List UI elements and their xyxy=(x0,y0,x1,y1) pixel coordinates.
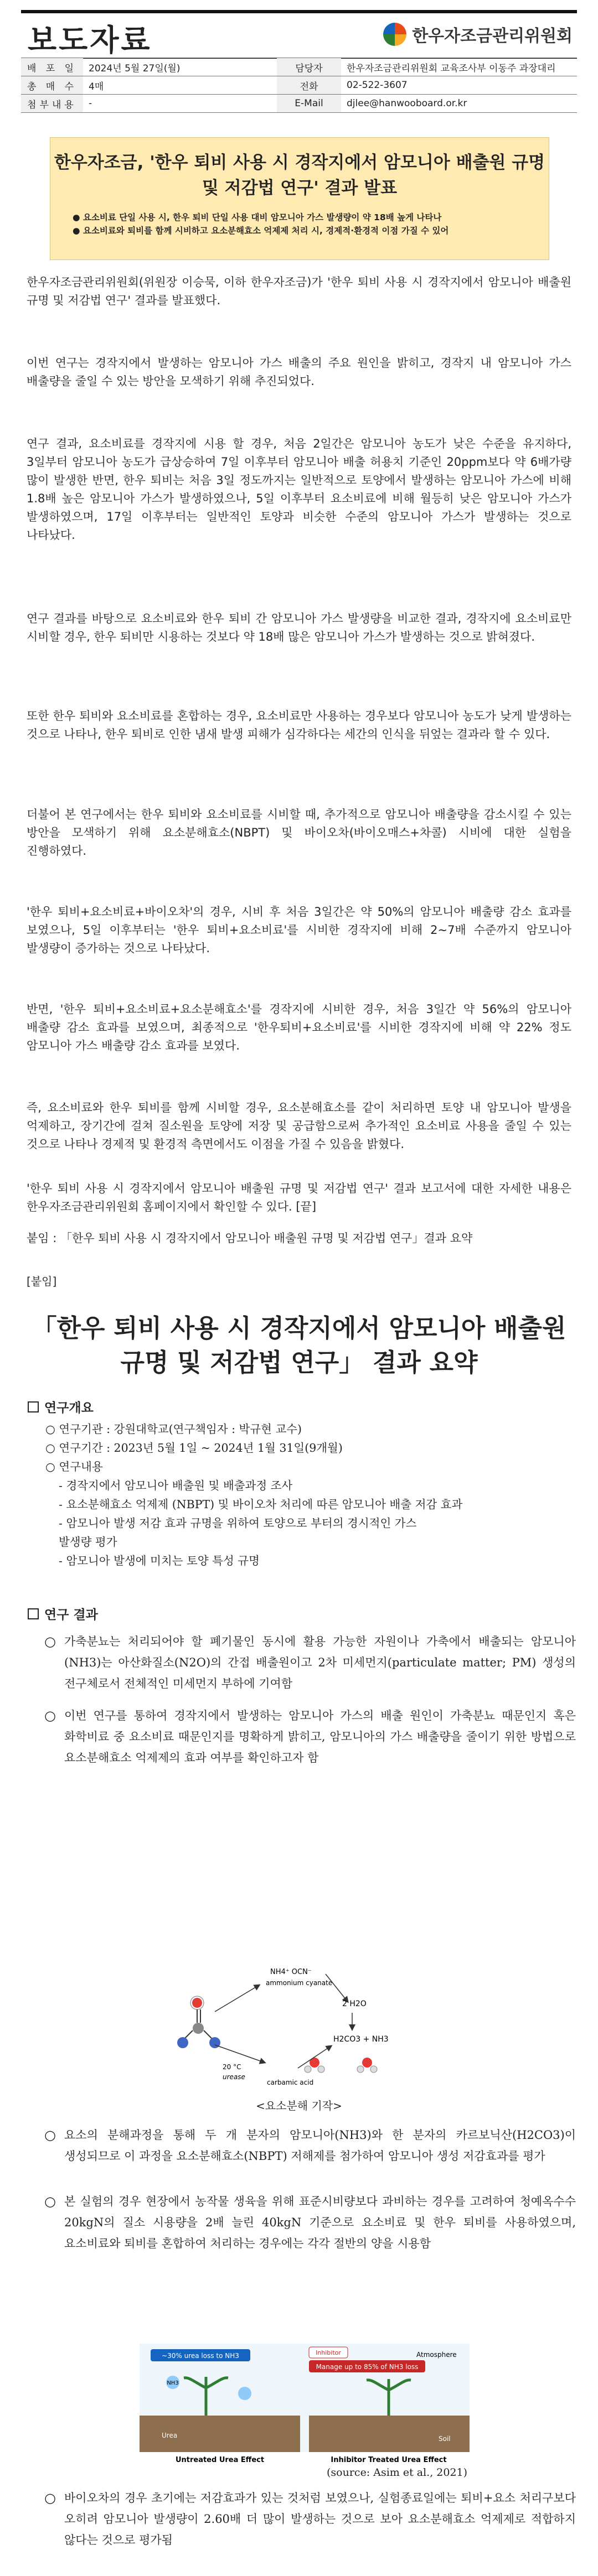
document-type-title: 보도자료 xyxy=(28,23,152,58)
ammonium-ion-label: NH4⁺ OCN⁻ xyxy=(270,1968,312,1976)
attachment-note: 붙임 : 「한우 퇴비 사용 시 경작지에서 암모니아 배출원 규명 및 저감법 연구」결과 요약 xyxy=(27,1232,473,1245)
attachment-title-line: 규명 및 저감법 연구」 결과 요약 xyxy=(120,1348,478,1377)
untreated-caption: Untreated Urea Effect xyxy=(175,2456,265,2464)
result-item xyxy=(44,2487,576,2551)
checkbox-square-icon xyxy=(28,1401,39,1412)
circle-bullet-icon: ○ xyxy=(44,2127,56,2143)
result-item xyxy=(44,1631,576,1694)
result-text: 본 실험의 경우 현장에서 농작물 생육을 위해 표준시비량보다 과비하는 경우를 고려하여 청예옥수수 20kgN의 질소 시용량을 2배 늘린 40kgN 기준으로 요소비료 및 한우 퇴비를 사용하였으며, 요소비료와 퇴비를 혼합하여 처리하는 경우에는 각각 절반의 양을 시용함 xyxy=(64,2195,576,2250)
water-molecule xyxy=(305,2058,324,2073)
info-row xyxy=(21,76,577,95)
carbonate-ammonia-label: H2CO3 + NH3 xyxy=(333,2035,389,2044)
overview-item: ○ 연구기간 : 2023년 5월 1일 ~ 2024년 1월 31일(9개월) xyxy=(45,1441,343,1455)
condition-label: 20 °C xyxy=(223,2063,241,2071)
body-paragraph: 이번 연구는 경작지에서 발생하는 암모니아 가스 배출의 주요 원인을 밝히고, 경작지 내 암모니아 가스 배출량을 줄일 수 있는 방안을 모색하기 위해 추진되었다. xyxy=(27,356,571,388)
ammonium-cyanate-label: ammonium cyanate xyxy=(266,1979,333,1987)
result-text: 가축분뇨는 처리되어야 할 폐기물인 동시에 활용 가능한 자원이나 가축에서 배출되는 암모니아(NH3)는 아산화질소(N2O)의 간접 배출원이고 2차 미세먼지(particulate matter; PM) 생성의 전구체로서 전체적인 미세먼지 부하에 기여함 xyxy=(64,1635,576,1690)
info-key: 전화 xyxy=(277,76,341,95)
info-key: E-Mail xyxy=(277,95,341,113)
section-heading-text: 연구 결과 xyxy=(44,1607,98,1622)
body-paragraph: 즉, 요소비료와 한우 퇴비를 함께 시비할 경우, 요소분해효소를 같이 처리하면 토양 내 암모니아 발생을 억제하고, 장기간에 걸쳐 질소원을 토양에 저장 및 공급함으로써 추가적인 요소비료 사용을 줄일 수 있는 것으로 나타나 경제적 및 환경적 측면에서도 이점을 가질 수 있음을 밝혔다. xyxy=(27,1101,571,1151)
attachment-title xyxy=(22,1311,576,1380)
urease-label: urease xyxy=(223,2073,245,2081)
body-paragraph: 반면, '한우 퇴비+요소비료+요소분해효소'를 경작지에 시비한 경우, 처음 3일간 약 56%의 암모니아 배출량 감소 효과를 보였으며, 최종적으로 '한우퇴비+요소비료'를 시비한 경작지에 비해 약 22% 정도 암모니아 가스 배출량 감소 효과를 보였다. xyxy=(27,1003,571,1052)
carbamic-acid-label: carbamic acid xyxy=(267,2079,314,2086)
info-value: 4매 xyxy=(83,76,277,95)
info-key: 첨부내용 xyxy=(21,95,83,113)
info-key: 담당자 xyxy=(277,58,341,76)
organization-name: 한우자조금관리위원회 xyxy=(412,27,573,46)
section-heading-overview xyxy=(28,1398,94,1416)
headline-box xyxy=(50,137,549,260)
body-paragraph: '한우 퇴비 사용 시 경작지에서 암모니아 배출원 규명 및 저감법 연구' 결과 보고서에 대한 자세한 내용은 한우자조금관리위원회 홈페이지에서 확인할 수 있다. [끝] xyxy=(27,1182,571,1213)
overview-item: ○ 연구기관 : 강원대학교(연구책임자 : 박규현 교수) xyxy=(45,1422,302,1436)
treated-caption: Inhibitor Treated Urea Effect xyxy=(331,2456,447,2464)
info-value: - xyxy=(83,95,277,113)
info-row xyxy=(21,58,577,76)
circle-bullet-icon: ○ xyxy=(44,2194,56,2209)
circle-bullet-icon: ○ xyxy=(44,2490,56,2506)
headline-subpoint: ● 요소비료와 퇴비를 함께 시비하고 요소분해효소 억제제 처리 시, 경제적·환경적 이점 가질 수 있어 xyxy=(73,226,449,236)
atmosphere-label: Atmosphere xyxy=(416,2351,457,2359)
checkbox-square-icon xyxy=(28,1608,39,1619)
figure-source: (source: Asim et al., 2021) xyxy=(327,2466,468,2479)
body-paragraph: 더불어 본 연구에서는 한우 퇴비와 요소비료를 시비할 때, 추가적으로 암모니아 배출량을 감소시킬 수 있는 방안을 모색하기 위해 요소분해효소(NBPT) 및 바이오차(바이오매스+차콜) 시비에 대한 실험을 진행하였다. xyxy=(27,808,571,858)
nh3-label: NH3 xyxy=(167,2380,179,2386)
urea-label: Urea xyxy=(162,2432,178,2439)
soil-label: Soil xyxy=(439,2435,451,2443)
info-key: 총 매 수 xyxy=(21,76,83,95)
result-text: 바이오차의 경우 초기에는 저감효과가 있는 것처럼 보였으나, 실험종료일에는 퇴비+요소 처리구보다 오히려 암모니아 발생량이 2.60배 더 많이 발생하는 것으로 보아 요소분해효소 억제제로 적합하지 않다는 것으로 평가됨 xyxy=(64,2491,576,2547)
body-paragraph: 연구 결과, 요소비료를 경작지에 시용 할 경우, 처음 2일간은 암모니아 농도가 낮은 수준을 유지하다, 3일부터 암모니아 농도가 급상승하여 7일 이후부터 암모니아 배출 허용치 기준인 20ppm보다 약 6배가량 많이 발생한 반면, 한우 퇴비는 처음 3일 정도까지는 일반적으로 토양에서 발생하는 암모니아 가스에 비해 1.8배 높은 암모니아 가스가 발생하였으나, 5일 이후부터 요소비료에 비해 월등히 낮은 암모니아 가스가 발생하였으며, 17일 이후부터는 일반적인 토양과 비슷한 수준의 암모니아 가스가 발생하는 것으로 나타났다. xyxy=(27,437,571,542)
result-text: 이번 연구를 통하여 경작지에서 발생하는 암모니아 가스의 배출 원인이 가축분뇨 때문인지 혹은 화학비료 중 요소비료 때문인지를 명확하게 밝히고, 암모니아의 가스 배출량을 줄이기 위한 방법으로 요소분해효소 억제제의 효과 여부를 확인하고자 함 xyxy=(64,1709,576,1764)
info-key: 배 포 일 xyxy=(21,58,83,76)
headline-subpoints xyxy=(73,211,532,237)
overview-subitem: 발생량 평가 xyxy=(59,1535,117,1549)
info-value: 한우자조금관리위원회 교육조사부 이동주 과장대리 xyxy=(341,58,577,76)
body-paragraph: 한우자조금관리위원회(위원장 이승묵, 이하 한우자조금)가 '한우 퇴비 사용 시 경작지에서 암모니아 배출원 규명 및 저감법 연구' 결과를 발표했다. xyxy=(27,276,571,307)
attachment-label: [붙임] xyxy=(27,1275,57,1288)
body-paragraph: 또한 한우 퇴비와 요소비료를 혼합하는 경우, 요소비료만 사용하는 경우보다 암모니아 농도가 낮게 발생하는 것으로 나타나, 한우 퇴비로 인한 냄새 발생 피해가 심각하다는 세간의 인식을 뒤엎는 결과라 할 수 있다. xyxy=(27,709,571,741)
result-text: 요소의 분해과정을 통해 두 개 분자의 암모니아(NH3)와 한 분자의 카르보닉산(H2CO3)이 생성되므로 이 과정을 요소분해효소(NBPT) 저해제를 첨가하여 암모니아 생성 저감효과를 평가 xyxy=(64,2128,576,2163)
result-item xyxy=(44,2125,576,2167)
release-info-table xyxy=(21,58,577,113)
info-value: 02-522-3607 xyxy=(341,76,577,95)
overview-list xyxy=(45,1420,577,1570)
attachment-title-line: 「한우 퇴비 사용 시 경작지에서 암모니아 배출원 xyxy=(32,1313,566,1343)
headline-subpoint: ● 요소비료 단일 사용 시, 한우 퇴비 단일 사용 대비 암모니아 가스 발생량이 약 18배 높게 나타나 xyxy=(73,212,442,222)
body-paragraph: '한우 퇴비+요소비료+바이오차'의 경우, 시비 후 처음 3일간은 약 50%의 암모니아 배출량 감소 효과를 보였으나, 5일 이후부터는 '한우 퇴비+요소비료'를 시비한 경작지에 비해 2~7배 수준까지 암모니아 발생량이 증가하는 것으로 나타났다. xyxy=(27,905,571,955)
title-bar xyxy=(21,10,577,59)
overview-subitem: - 요소분해효소 억제제 (NBPT) 및 바이오차 처리에 따른 암모니아 배출 저감 효과 xyxy=(59,1498,463,1511)
section-heading-text: 연구개요 xyxy=(44,1400,94,1415)
figure-caption: <요소분해 기작> xyxy=(256,2099,342,2112)
water-molecule xyxy=(357,2058,377,2073)
circle-bullet-icon: ○ xyxy=(44,1634,56,1649)
section-heading-results xyxy=(28,1604,98,1623)
urea-decomposition-diagram xyxy=(176,1952,422,2095)
overview-subitem: - 암모니아 발생에 미치는 토양 특성 규명 xyxy=(59,1554,260,1567)
overview-subitem: - 경작지에서 암모니아 배출원 및 배출과정 조사 xyxy=(59,1479,293,1492)
info-value: 2024년 5월 27일(월) xyxy=(83,58,277,76)
inhibitor-label: Inhibitor xyxy=(316,2349,341,2356)
result-item xyxy=(44,2191,576,2254)
overview-subitem: - 암모니아 발생 저감 효과 규명을 위하여 토양으로 부터의 경시적인 가스 xyxy=(59,1516,417,1530)
info-row xyxy=(21,95,577,113)
organization-logo xyxy=(383,22,573,46)
circle-bullet-icon: ○ xyxy=(44,1708,56,1723)
body-paragraph: 연구 결과를 바탕으로 요소비료와 한우 퇴비 간 암모니아 가스 발생량을 비교한 결과, 경작지에 요소비료만 시비할 경우, 한우 퇴비만 시용하는 것보다 약 18배 많은 암모니아 가스가 발생하는 것으로 밝혀졌다. xyxy=(27,612,571,643)
contact-email[interactable]: djlee@hanwooboard.or.kr xyxy=(341,95,577,113)
logo-mark-icon xyxy=(383,23,406,46)
untreated-banner: ~30% urea loss to NH3 xyxy=(162,2352,239,2360)
headline-title: 한우자조금, '한우 퇴비 사용 시 경작지에서 암모니아 배출원 규명 및 저감법 연구' 결과 발표 xyxy=(54,153,545,198)
treated-banner: Manage up to 85% of NH3 loss xyxy=(316,2363,419,2371)
urea-molecule xyxy=(177,1996,220,2048)
urea-inhibitor-effect-illustration xyxy=(140,2344,470,2465)
water-label: 2 H2O xyxy=(342,1999,367,2008)
result-item xyxy=(44,1705,576,1768)
overview-item: ○ 연구내용 xyxy=(45,1460,103,1473)
